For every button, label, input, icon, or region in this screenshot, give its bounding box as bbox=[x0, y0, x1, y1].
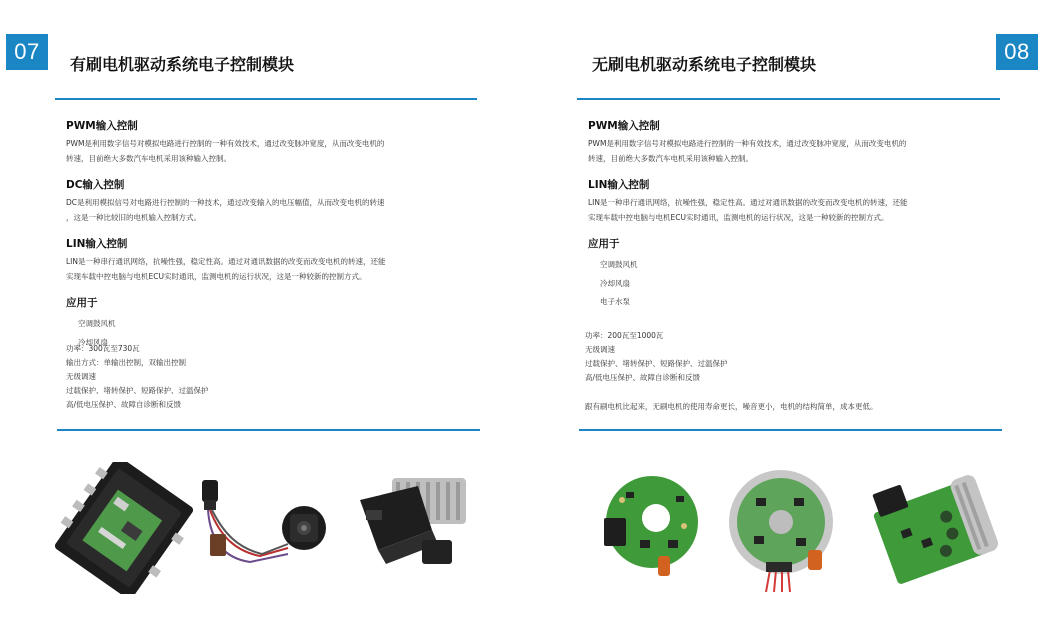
applications-heading: 应用于 bbox=[588, 238, 620, 250]
spec-line: 功率：200瓦至1000瓦 bbox=[585, 331, 664, 340]
body-line: DC是利用模拟信号对电路进行控制的一种技术，通过改变输入的电压幅值，从而改变电机的转速 bbox=[66, 198, 385, 207]
section-heading: DC输入控制 bbox=[66, 179, 125, 191]
body-line: 转速，目前绝大多数汽车电机采用该种输入控制。 bbox=[66, 153, 231, 163]
body-line: ，这是一种比较旧的电机输入控制方式。 bbox=[66, 212, 201, 222]
product-image-board-1 bbox=[596, 470, 706, 580]
section-heading: LIN输入控制 bbox=[588, 179, 650, 191]
body-line: LIN是一种串行通讯网络，抗噪性强，稳定性高。通过对通讯数据的改变而改变电机的转速，还能 bbox=[66, 257, 386, 266]
page-number-left: 07 bbox=[6, 34, 48, 70]
section-lin-left bbox=[66, 236, 456, 284]
section-heading: PWM输入控制 bbox=[66, 120, 138, 132]
spec-line: 高/低电压保护、故障自诊断和反馈 bbox=[585, 373, 701, 382]
divider-bottom-left bbox=[57, 429, 480, 431]
product-image-module-2 bbox=[190, 476, 340, 576]
right-content bbox=[588, 118, 978, 322]
body-line: PWM是利用数字信号对模拟电路进行控制的一种有效技术，通过改变脉冲宽度，从而改变电机的 bbox=[66, 139, 385, 148]
body-line: LIN是一种串行通讯网络，抗噪性强，稳定性高。通过对通讯数据的改变而改变电机的转速，还能 bbox=[588, 198, 908, 207]
body-line: PWM是利用数字信号对模拟电路进行控制的一种有效技术，通过改变脉冲宽度，从而改变电机的 bbox=[588, 139, 907, 148]
applications-heading: 应用于 bbox=[66, 297, 98, 309]
section-body bbox=[66, 137, 456, 166]
product-image-board-3 bbox=[868, 470, 998, 588]
body-line: 实现车载中控电脑与电机ECU实时通讯，监测电机的运行状况，这是一种较新的控制方式。 bbox=[588, 212, 889, 222]
list-item: 空调鼓风机 bbox=[78, 319, 116, 328]
section-body bbox=[588, 196, 978, 225]
left-content bbox=[66, 118, 456, 362]
spec-line: 无级调速 bbox=[66, 372, 96, 381]
spec-line: 过载保护、堵转保护、短路保护、过温保护 bbox=[66, 386, 209, 395]
spec-line: 输出方式：单输出控制，双输出控制 bbox=[66, 358, 186, 367]
section-dc-left bbox=[66, 177, 456, 225]
spec-line: 功率：300瓦至730瓦 bbox=[66, 344, 140, 353]
list-item: 电子水泵 bbox=[600, 297, 630, 306]
spec-line: 高/低电压保护、故障自诊断和反馈 bbox=[66, 400, 182, 409]
product-image-module-3 bbox=[352, 470, 472, 574]
section-heading: PWM输入控制 bbox=[588, 120, 660, 132]
product-image-board-2 bbox=[726, 462, 836, 594]
section-body bbox=[66, 255, 456, 284]
section-pwm-right bbox=[588, 118, 978, 166]
spec-line: 过载保护、堵转保护、短路保护、过温保护 bbox=[585, 359, 728, 368]
list-item: 冷却风扇 bbox=[78, 337, 108, 347]
comparison-note: 跟有刷电机比起来，无刷电机的使用寿命更长，噪音更小，电机的结构简单，成本更低。 bbox=[585, 402, 878, 411]
section-body bbox=[588, 137, 978, 166]
page-title-right: 无刷电机驱动系统电子控制模块 bbox=[592, 55, 817, 74]
divider-bottom-right bbox=[579, 429, 1002, 431]
section-heading: LIN输入控制 bbox=[66, 238, 128, 250]
page-number-right: 08 bbox=[996, 34, 1038, 70]
applications-list bbox=[588, 256, 978, 312]
section-lin-right bbox=[588, 177, 978, 225]
body-line: 转速，目前绝大多数汽车电机采用该种输入控制。 bbox=[588, 153, 753, 163]
spec-line: 无级调速 bbox=[585, 345, 615, 354]
product-image-module-1 bbox=[55, 462, 193, 594]
section-body bbox=[66, 196, 456, 225]
specs-right bbox=[585, 329, 728, 385]
specs-left bbox=[66, 342, 209, 412]
section-pwm-left bbox=[66, 118, 456, 166]
page-title-left: 有刷电机驱动系统电子控制模块 bbox=[70, 55, 295, 74]
body-line: 实现车载中控电脑与电机ECU实时通讯，监测电机的运行状况，这是一种较新的控制方式。 bbox=[66, 271, 367, 281]
divider-top-right bbox=[577, 98, 1000, 100]
list-item: 空调鼓风机 bbox=[600, 260, 638, 269]
list-item: 冷却风扇 bbox=[600, 278, 630, 288]
divider-top-left bbox=[55, 98, 477, 100]
